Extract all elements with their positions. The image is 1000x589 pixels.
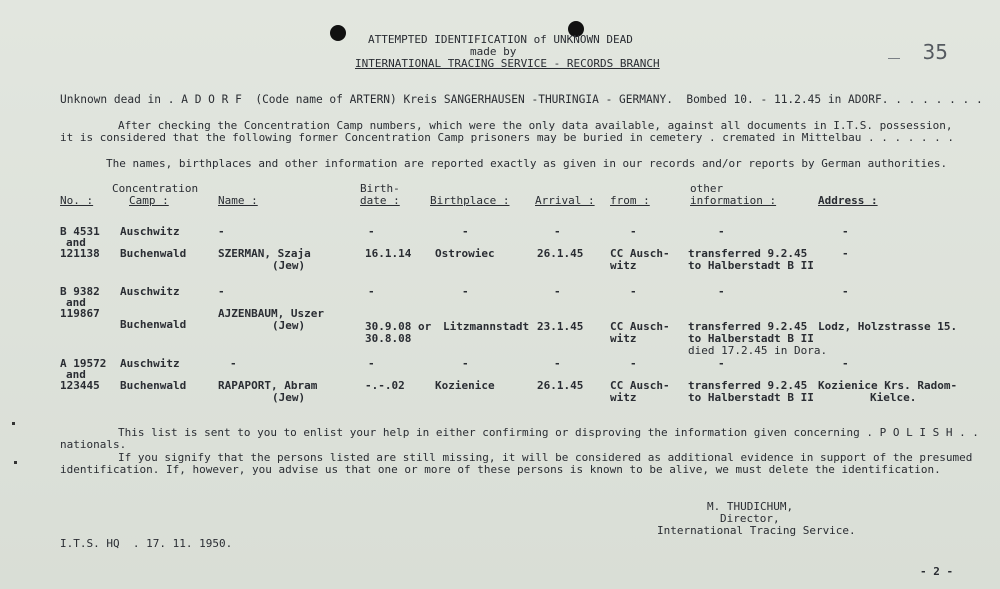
doc-title: ATTEMPTED IDENTIFICATION of UNKNOWN DEAD [368, 33, 633, 46]
row2-name-a: - [218, 285, 225, 298]
row3-no-b: 123445 [60, 379, 100, 392]
hdr-address: Address : [818, 194, 878, 207]
row1-name-b: SZERMAN, Szaja [218, 247, 311, 260]
row3-address-a: - [842, 357, 849, 370]
hdr-birthdate-1: Birth- [360, 182, 400, 195]
hdr-no: No. : [60, 194, 94, 207]
hdr-other-1: other [690, 182, 724, 195]
row3-birthplace-a: - [462, 357, 469, 370]
row3-no-a: A 19572 [60, 357, 107, 370]
row1-name-b2: (Jew) [272, 259, 306, 272]
row2-no-a: B 9382 [60, 285, 100, 298]
row1-from-b2: witz [610, 259, 637, 272]
row1-camp-a: Auschwitz [120, 225, 180, 238]
signature-name: M. THUDICHUM, [707, 500, 794, 513]
row1-from-a: - [630, 225, 637, 238]
row3-arrival-a: - [554, 357, 561, 370]
row3-birthdate-a: - [368, 357, 375, 370]
closing-para1-line2: nationals. [60, 438, 127, 451]
row2-address-b1: Lodz, Holzstrasse 15. [818, 320, 958, 333]
row2-name-b: AJZENBAUM, Uszer [218, 307, 324, 320]
row3-arrival-b: 26.1.45 [537, 379, 584, 392]
punch-hole-left [330, 25, 346, 41]
row1-other-b1: transferred 9.2.45 [688, 247, 808, 260]
signature-title: Director, [720, 512, 780, 525]
hdr-from: from : [610, 194, 650, 207]
row2-other-b1: transferred 9.2.45 [688, 320, 808, 333]
closing-para1-line1: This list is sent to you to enlist your help in either confirming or disproving the information given concerning . P O L I S H . . [118, 426, 979, 439]
row3-other-b1: transferred 9.2.45 [688, 379, 808, 392]
row3-address-b2: Kielce. [870, 391, 917, 404]
row3-from-b2: witz [610, 391, 637, 404]
made-by: made by [470, 45, 517, 58]
closing-para2-line1: If you signify that the persons listed are still missing, it will be considered as additional evidence in support of the presumed [118, 451, 973, 464]
row3-name-b2: (Jew) [272, 391, 306, 404]
unknown-dead-line: Unknown dead in . A D O R F (Code name of ARTERN) Kreis SANGERHAUSEN -THURINGIA - GERMANY. Bombed 10. - 11.2.45 in ADORF. . . . . . . . [60, 93, 983, 106]
intro-para2: The names, birthplaces and other information are reported exactly as given in our records and/or reports by German authorities. [106, 157, 948, 170]
row2-birthplace-b: Litzmannstadt [443, 320, 530, 333]
row3-address-b1: Kozienice Krs. Radom- [818, 379, 958, 392]
hdr-camp-1: Concentration [112, 182, 199, 195]
row2-name-b2: (Jew) [272, 319, 306, 332]
row1-arrival-b: 26.1.45 [537, 247, 584, 260]
page-number-bottom: - 2 - [920, 565, 954, 578]
row1-address-a: - [842, 225, 849, 238]
row1-no-b: 121138 [60, 247, 100, 260]
row2-birthdate-b1: 30.9.08 or [365, 320, 432, 333]
hdr-arrival: Arrival : [535, 194, 595, 207]
row2-camp-a: Auschwitz [120, 285, 180, 298]
row3-camp-a: Auschwitz [120, 357, 180, 370]
row2-from-a: - [630, 285, 637, 298]
row2-arrival-b: 23.1.45 [537, 320, 584, 333]
branch-name: INTERNATIONAL TRACING SERVICE - RECORDS BRANCH [355, 57, 660, 70]
row1-other-b2: to Halberstadt B II [688, 259, 814, 272]
row1-birthplace-a: - [462, 225, 469, 238]
hdr-camp-2: Camp : [129, 194, 169, 207]
row1-address-b1: - [842, 247, 849, 260]
row2-birthdate-b2: 30.8.08 [365, 332, 412, 345]
row3-from-b1: CC Ausch- [610, 379, 670, 392]
page-number-top: 35 [922, 40, 948, 64]
row3-from-a: - [630, 357, 637, 370]
intro-para1-line1: After checking the Concentration Camp numbers, which were the only data available, against all documents in I.T.S. possession, [118, 119, 953, 132]
row2-from-b1: CC Ausch- [610, 320, 670, 333]
row3-other-b2: to Halberstadt B II [688, 391, 814, 404]
row1-birthdate-b: 16.1.14 [365, 247, 412, 260]
its-hq-date: I.T.S. HQ . 17. 11. 1950. [60, 537, 233, 550]
row1-camp-b: Buchenwald [120, 247, 187, 260]
row2-arrival-a: - [554, 285, 561, 298]
row1-name-a: - [218, 225, 225, 238]
row1-arrival-a: - [554, 225, 561, 238]
row2-from-b2: witz [610, 332, 637, 345]
margin-mark [12, 422, 15, 425]
row1-other-a: - [718, 225, 725, 238]
margin-mark [14, 461, 17, 464]
hdr-other-2: information : [690, 194, 777, 207]
row3-camp-b: Buchenwald [120, 379, 187, 392]
row3-birthplace-b: Kozienice [435, 379, 495, 392]
page-dash [888, 58, 900, 59]
row1-no-a: B 4531 [60, 225, 100, 238]
row2-birthplace-a: - [462, 285, 469, 298]
row3-name-b: RAPAPORT, Abram [218, 379, 318, 392]
row3-birthdate-b: -.-.02 [365, 379, 405, 392]
row2-no-b: 119867 [60, 307, 100, 320]
row1-and: and [66, 236, 86, 249]
row2-birthdate-a: - [368, 285, 375, 298]
hdr-name: Name : [218, 194, 258, 207]
row2-other-a: - [718, 285, 725, 298]
row1-from-b1: CC Ausch- [610, 247, 670, 260]
hdr-birthdate-2: date : [360, 194, 400, 207]
row2-address-a: - [842, 285, 849, 298]
row3-and: and [66, 368, 86, 381]
row2-other-b2: to Halberstadt B II [688, 332, 814, 345]
row3-name-a: - [230, 357, 237, 370]
row2-camp-b: Buchenwald [120, 318, 187, 331]
row2-other-b3: died 17.2.45 in Dora. [688, 344, 828, 357]
closing-para2-line2: identification. If, however, you advise us that one or more of these persons is known to be alive, we must delete the identification. [60, 463, 941, 476]
row1-birthdate-a: - [368, 225, 375, 238]
row1-birthplace-b: Ostrowiec [435, 247, 495, 260]
signature-org: International Tracing Service. [657, 524, 856, 537]
row3-other-a: - [718, 357, 725, 370]
row2-and: and [66, 296, 86, 309]
hdr-birthplace: Birthplace : [430, 194, 510, 207]
intro-para1-line2: it is considered that the following former Concentration Camp prisoners may be buried in cemetery . cremated in Mittelbau . . . . . . . [60, 131, 955, 144]
